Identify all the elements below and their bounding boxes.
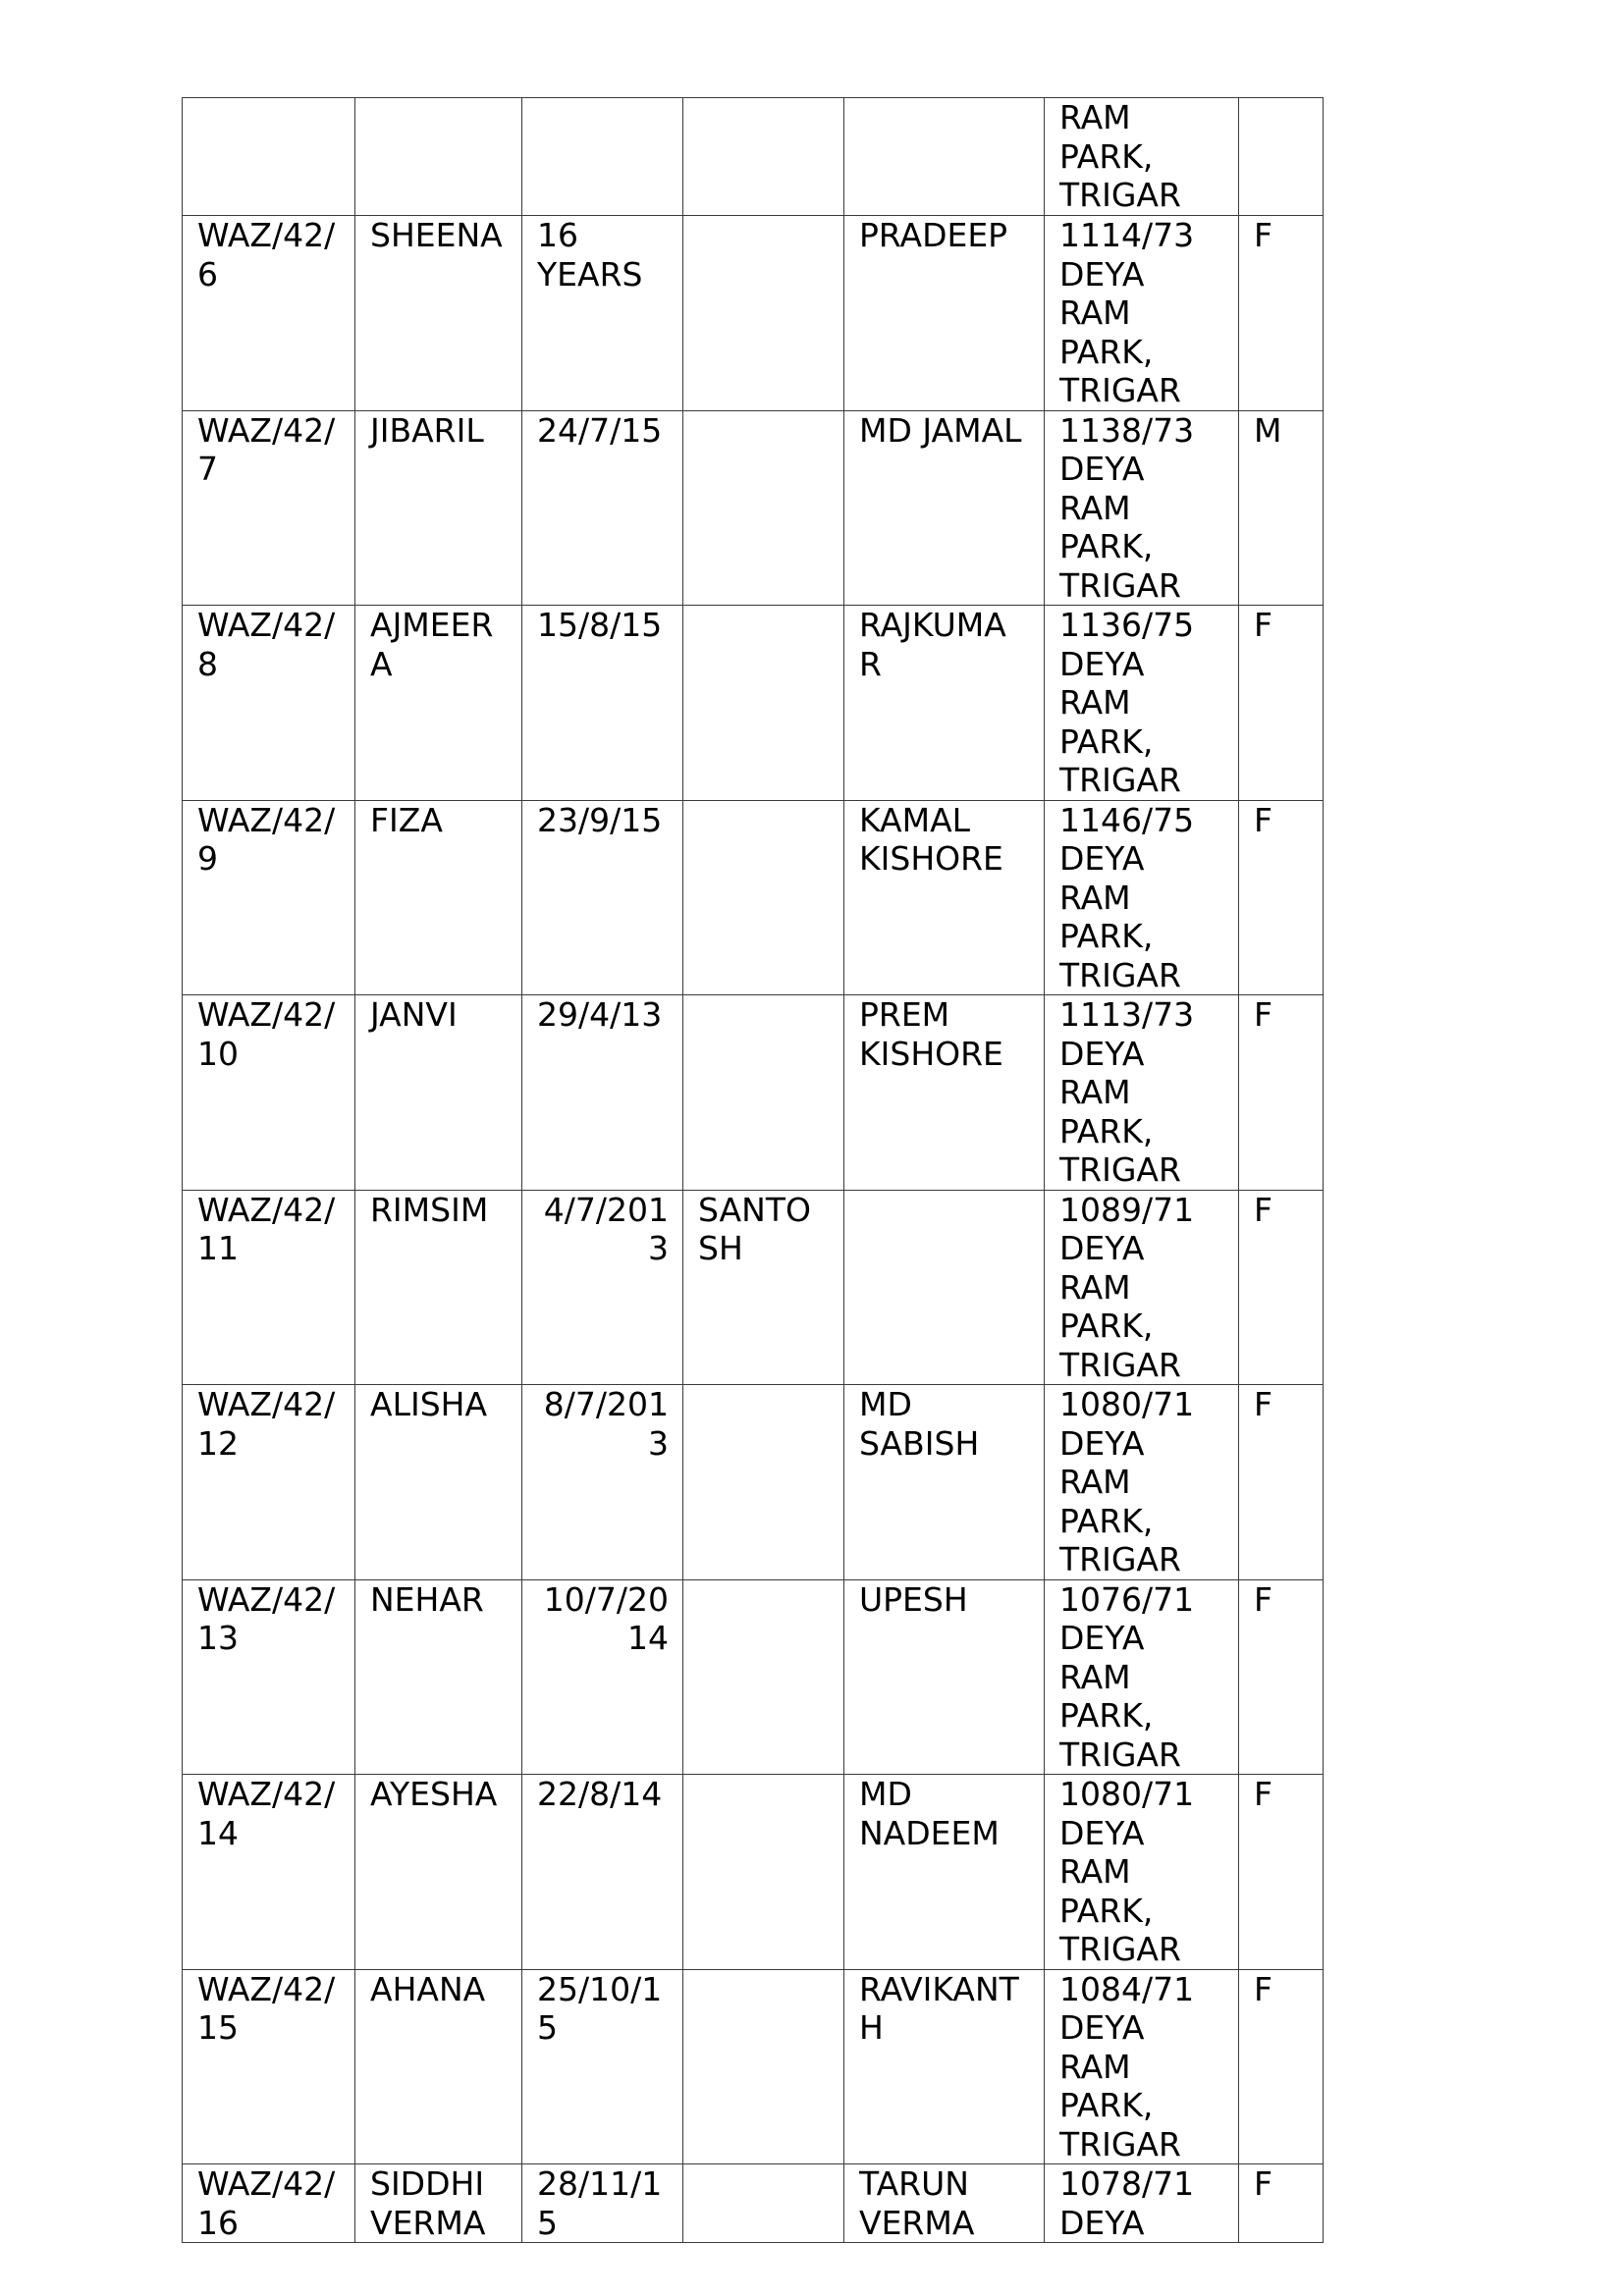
cell-guardian: TARUN VERMA: [844, 2164, 1045, 2243]
cell-reg: WAZ/42/ 9: [183, 800, 355, 995]
cell-name: JANVI: [355, 995, 522, 1191]
cell-name: FIZA: [355, 800, 522, 995]
cell-gender: F: [1239, 1190, 1324, 1385]
cell-guardian: MD JAMAL: [844, 410, 1045, 606]
cell-gender: F: [1239, 1579, 1324, 1775]
cell-reg: WAZ/42/ 7: [183, 410, 355, 606]
cell-address: 1146/75 DEYA RAM PARK, TRIGAR: [1045, 800, 1239, 995]
cell-guardian: PRADEEP: [844, 216, 1045, 411]
cell-reg: WAZ/42/ 6: [183, 216, 355, 411]
cell-father: [683, 606, 844, 801]
cell-dob: 4/7/201 3: [522, 1190, 683, 1385]
cell-gender: F: [1239, 1775, 1324, 1970]
cell-dob: [522, 98, 683, 216]
cell-reg: WAZ/42/ 8: [183, 606, 355, 801]
cell-gender: F: [1239, 606, 1324, 801]
cell-guardian: MD NADEEM: [844, 1775, 1045, 1970]
cell-name: RIMSIM: [355, 1190, 522, 1385]
cell-name: AJMEER A: [355, 606, 522, 801]
cell-father: [683, 410, 844, 606]
cell-reg: WAZ/42/ 14: [183, 1775, 355, 1970]
cell-address: 1080/71 DEYA RAM PARK, TRIGAR: [1045, 1775, 1239, 1970]
cell-guardian: RAVIKANT H: [844, 1969, 1045, 2164]
table-row: [183, 1385, 1324, 1580]
table-row: [183, 216, 1324, 411]
cell-reg: WAZ/42/ 10: [183, 995, 355, 1191]
cell-name: SIDDHI VERMA: [355, 2164, 522, 2243]
cell-address: 1113/73 DEYA RAM PARK, TRIGAR: [1045, 995, 1239, 1191]
cell-address: 1084/71 DEYA RAM PARK, TRIGAR: [1045, 1969, 1239, 2164]
cell-name: AYESHA: [355, 1775, 522, 1970]
cell-father: [683, 98, 844, 216]
cell-reg: WAZ/42/ 11: [183, 1190, 355, 1385]
cell-name: SHEENA: [355, 216, 522, 411]
cell-dob: 24/7/15: [522, 410, 683, 606]
cell-reg: WAZ/42/ 12: [183, 1385, 355, 1580]
cell-address: 1136/75 DEYA RAM PARK, TRIGAR: [1045, 606, 1239, 801]
cell-guardian: UPESH: [844, 1579, 1045, 1775]
cell-dob: 15/8/15: [522, 606, 683, 801]
cell-gender: F: [1239, 216, 1324, 411]
cell-address: 1080/71 DEYA RAM PARK, TRIGAR: [1045, 1385, 1239, 1580]
cell-reg: WAZ/42/ 13: [183, 1579, 355, 1775]
table-row: [183, 1579, 1324, 1775]
cell-gender: F: [1239, 2164, 1324, 2243]
cell-guardian: [844, 98, 1045, 216]
cell-reg: WAZ/42/ 16: [183, 2164, 355, 2243]
table-row: [183, 606, 1324, 801]
table-row: [183, 1775, 1324, 1970]
cell-dob: 8/7/201 3: [522, 1385, 683, 1580]
cell-address: 1076/71 DEYA RAM PARK, TRIGAR: [1045, 1579, 1239, 1775]
cell-guardian: PREM KISHORE: [844, 995, 1045, 1191]
cell-address: 1078/71 DEYA: [1045, 2164, 1239, 2243]
cell-father: [683, 800, 844, 995]
cell-address: RAM PARK, TRIGAR: [1045, 98, 1239, 216]
table-row: [183, 1190, 1324, 1385]
cell-name: [355, 98, 522, 216]
cell-reg: [183, 98, 355, 216]
cell-father: SANTO SH: [683, 1190, 844, 1385]
cell-father: [683, 1579, 844, 1775]
cell-dob: 22/8/14: [522, 1775, 683, 1970]
table-row: [183, 1969, 1324, 2164]
cell-gender: F: [1239, 800, 1324, 995]
cell-address: 1089/71 DEYA RAM PARK, TRIGAR: [1045, 1190, 1239, 1385]
table-row: [183, 800, 1324, 995]
cell-address: 1114/73 DEYA RAM PARK, TRIGAR: [1045, 216, 1239, 411]
cell-father: [683, 1969, 844, 2164]
table-row: [183, 995, 1324, 1191]
cell-reg: WAZ/42/ 15: [183, 1969, 355, 2164]
cell-gender: F: [1239, 1385, 1324, 1580]
cell-dob: 23/9/15: [522, 800, 683, 995]
table-row: [183, 410, 1324, 606]
cell-father: [683, 1385, 844, 1580]
cell-father: [683, 1775, 844, 1970]
cell-dob: 28/11/1 5: [522, 2164, 683, 2243]
table-row-continued: [183, 98, 1324, 216]
cell-gender: [1239, 98, 1324, 216]
cell-guardian: [844, 1190, 1045, 1385]
cell-dob: 29/4/13: [522, 995, 683, 1191]
cell-gender: F: [1239, 1969, 1324, 2164]
cell-dob: 25/10/1 5: [522, 1969, 683, 2164]
cell-father: [683, 216, 844, 411]
cell-address: 1138/73 DEYA RAM PARK, TRIGAR: [1045, 410, 1239, 606]
cell-dob: 10/7/20 14: [522, 1579, 683, 1775]
cell-guardian: RAJKUMA R: [844, 606, 1045, 801]
cell-name: AHANA: [355, 1969, 522, 2164]
cell-guardian: KAMAL KISHORE: [844, 800, 1045, 995]
cell-guardian: MD SABISH: [844, 1385, 1045, 1580]
cell-name: NEHAR: [355, 1579, 522, 1775]
cell-name: JIBARIL: [355, 410, 522, 606]
register-table: [182, 97, 1324, 2243]
cell-gender: F: [1239, 995, 1324, 1191]
cell-father: [683, 995, 844, 1191]
cell-dob: 16 YEARS: [522, 216, 683, 411]
cell-gender: M: [1239, 410, 1324, 606]
table-row: [183, 2164, 1324, 2243]
cell-father: [683, 2164, 844, 2243]
cell-name: ALISHA: [355, 1385, 522, 1580]
